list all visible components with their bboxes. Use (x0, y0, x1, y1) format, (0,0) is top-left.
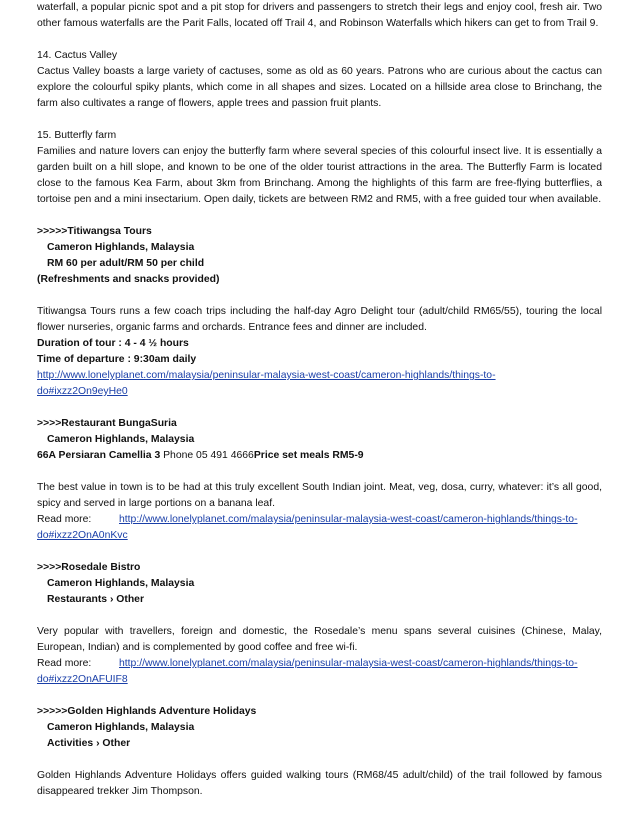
golden-highlands-title: >>>>>Golden Highlands Adventure Holidays (37, 706, 257, 717)
bungasuria-price: Price set meals RM5-9 (253, 450, 364, 461)
golden-highlands-location: Cameron Highlands, Malaysia (47, 722, 195, 733)
titiwangsa-price: RM 60 per adult/RM 50 per child (47, 258, 205, 269)
bungasuria-phone: Phone 05 491 4666 (160, 450, 254, 461)
cactus-valley-heading: 14. Cactus Valley (37, 50, 118, 61)
read-more-label: Read more: (37, 658, 92, 669)
rosedale-location: Cameron Highlands, Malaysia (47, 578, 195, 589)
bungasuria-address: 66A Persiaran Camellia 3 (37, 450, 161, 461)
bungasuria-address-line (37, 448, 602, 464)
bungasuria-paragraph: The best value in town is to be had at this truly excellent South Indian joint. Meat, veg, dosa, curry, whatever: it’s all good, spicy and served in large portions on a banana leaf. (37, 482, 602, 509)
document-page (37, 0, 602, 800)
rosedale-link-line2[interactable]: do#ixzz2OnAFUIF8 (37, 674, 128, 685)
rosedale-read-more (37, 656, 602, 672)
titiwangsa-link-line1[interactable]: http://www.lonelyplanet.com/malaysia/peninsular-malaysia-west-coast/cameron-highlands/things-to- (37, 370, 496, 381)
butterfly-farm-heading: 15. Butterfly farm (37, 130, 117, 141)
bungasuria-title: >>>>Restaurant BungaSuria (37, 418, 177, 429)
waterfall-paragraph: waterfall, a popular picnic spot and a pit stop for drivers and passengers to stretch their legs and enjoy cool, fresh air. Two other famous waterfalls are the Parit Falls, located off Trail 4, and Robinson Waterfalls which hikers can get to from Trail 9. (37, 2, 602, 29)
titiwangsa-title: >>>>>Titiwangsa Tours (37, 226, 152, 237)
rosedale-title: >>>>Rosedale Bistro (37, 562, 141, 573)
bungasuria-link-line1[interactable]: http://www.lonelyplanet.com/malaysia/peninsular-malaysia-west-coast/cameron-highlands/things-to- (119, 514, 578, 525)
butterfly-farm-paragraph: Families and nature lovers can enjoy the butterfly farm where several species of this colourful insect live. It is essentially a garden built on a hill slope, and known to be one of the older tourist attractions in the area. The Butterfly Farm is located close to the famous Kea Farm, about 3km from Brinchang. Among the highlights of this farm are free-flying butterflies, a tortoise pen and a mini insectarium. Open daily, tickets are between RM2 and RM5, with a free guided tour when available. (37, 146, 602, 205)
bungasuria-read-more (37, 512, 602, 528)
titiwangsa-duration: Duration of tour : 4 - 4 ½ hours (37, 338, 189, 349)
rosedale-link-line1[interactable]: http://www.lonelyplanet.com/malaysia/peninsular-malaysia-west-coast/cameron-highlands/things-to- (119, 658, 578, 669)
rosedale-paragraph: Very popular with travellers, foreign and domestic, the Rosedale’s menu spans several cuisines (Chinese, Malay, European, Indian) and is complemented by good coffee and free wi-fi. (37, 626, 602, 653)
rosedale-category: Restaurants › Other (47, 594, 145, 605)
titiwangsa-departure: Time of departure : 9:30am daily (37, 354, 197, 365)
titiwangsa-note: (Refreshments and snacks provided) (37, 274, 220, 285)
cactus-valley-paragraph: Cactus Valley boasts a large variety of cactuses, some as old as 60 years. Patrons who are curious about the cactus can explore the colourful spiky plants, which come in all shapes and sizes. Located on a hillside area close to Brinchang, the farm also cultivates a range of flowers, apple trees and passion fruit plants. (37, 66, 602, 109)
titiwangsa-location: Cameron Highlands, Malaysia (47, 242, 195, 253)
titiwangsa-paragraph: Titiwangsa Tours runs a few coach trips including the half-day Agro Delight tour (adult/child RM65/55), touring the local flower nurseries, organic farms and orchards. Entrance fees and dinner are included. (37, 306, 602, 333)
bungasuria-location: Cameron Highlands, Malaysia (47, 434, 195, 445)
titiwangsa-link-line2[interactable]: do#ixzz2On9eyHe0 (37, 386, 128, 397)
read-more-label: Read more: (37, 514, 92, 525)
golden-highlands-paragraph: Golden Highlands Adventure Holidays offers guided walking tours (RM68/45 adult/child) of the trail followed by famous disappeared trekker Jim Thompson. (37, 770, 602, 797)
golden-highlands-category: Activities › Other (47, 738, 131, 749)
bungasuria-link-line2[interactable]: do#ixzz2OnA0nKvc (37, 530, 128, 541)
